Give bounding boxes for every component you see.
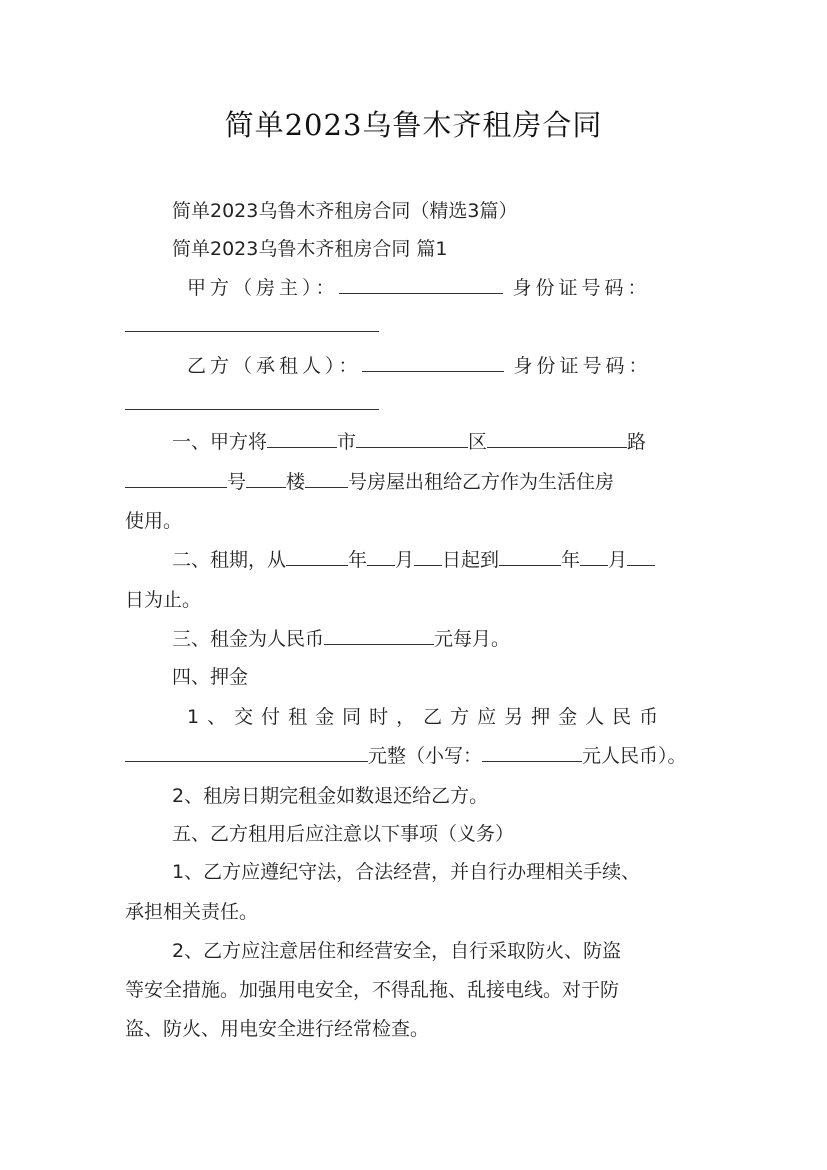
rent-amount-blank[interactable] (324, 627, 434, 645)
clause-1-line-1 (172, 430, 646, 454)
clause-4-item-2: 2、租房日期完租金如数退还给乙方。 (172, 785, 489, 807)
clause-5-item-2-line-1: 2、乙方应注意居住和经营安全，自行采取防火、防盗 (172, 940, 622, 962)
deposit-lowercase-blank[interactable] (482, 744, 582, 762)
clause-1-prefix: 一、甲方将 (172, 431, 268, 453)
start-year-label: 年 (348, 549, 368, 571)
party-b-id-label: 身份证号码： (513, 355, 652, 377)
start-day-blank[interactable] (414, 548, 442, 566)
clause-4-item-1: 1、交付租金同时，乙方应另押金人民币 (187, 706, 667, 728)
start-year-blank[interactable] (286, 548, 348, 566)
road-blank[interactable] (487, 430, 627, 448)
party-a-name-blank[interactable] (339, 276, 503, 294)
clause-1-rest: 号房屋出租给乙方作为生活住房 (348, 471, 615, 493)
document-title: 简单2023乌鲁木齐租房合同 (224, 108, 603, 142)
clause-2-line-1 (172, 548, 655, 572)
deposit-tail: 元人民币）。 (582, 745, 687, 767)
clause-5-heading: 五、乙方租用后应注意以下事项（义务） (172, 823, 515, 845)
party-a-id-line (125, 314, 379, 338)
district-label: 区 (468, 431, 488, 453)
number-label: 号 (227, 471, 247, 493)
road-label: 路 (627, 431, 647, 453)
room-blank[interactable] (305, 470, 348, 488)
party-a-id-blank[interactable] (125, 314, 379, 332)
end-month-label: 月 (608, 549, 628, 571)
number-blank[interactable] (125, 470, 227, 488)
party-a-label: 甲方（房主）： (187, 277, 339, 299)
clause-5-item-1-line-1: 1、乙方应遵纪守法，合法经营，并自行办理相关手续、 (172, 861, 641, 883)
end-year-label: 年 (561, 549, 581, 571)
party-b-id-blank[interactable] (125, 392, 379, 410)
intro-line-2: 简单2023乌鲁木齐租房合同 篇1 (172, 238, 448, 260)
clause-3-line (172, 627, 510, 651)
clause-4-heading: 四、押金 (172, 666, 249, 688)
deposit-amount-blank[interactable] (125, 744, 368, 762)
deposit-lowercase-label: 元整（小写： (368, 745, 483, 767)
party-b-name-blank[interactable] (362, 354, 504, 372)
intro-line-1: 简单2023乌鲁木齐租房合同（精选3篇） (172, 200, 518, 222)
clause-1-line-3: 使用。 (125, 510, 183, 532)
end-month-blank[interactable] (580, 548, 608, 566)
city-blank[interactable] (267, 430, 337, 448)
party-b-line (187, 354, 652, 378)
city-label: 市 (337, 431, 357, 453)
clause-5-item-1-line-2: 承担相关责任。 (125, 901, 259, 923)
clause-5-item-2-line-3: 盗、防火、用电安全进行经常检查。 (125, 1018, 430, 1040)
clause-2-prefix: 二、租期，从 (172, 549, 287, 571)
clause-3-prefix: 三、租金为人民币 (172, 628, 325, 650)
start-month-label: 月 (395, 549, 415, 571)
building-label: 楼 (286, 471, 306, 493)
start-month-blank[interactable] (367, 548, 395, 566)
party-a-id-label: 身份证号码： (512, 277, 651, 299)
clause-1-line-2 (125, 470, 614, 494)
building-blank[interactable] (246, 470, 286, 488)
clause-4-item-1-line-2 (125, 744, 687, 768)
end-year-blank[interactable] (499, 548, 561, 566)
end-day-blank[interactable] (627, 548, 655, 566)
district-blank[interactable] (356, 430, 468, 448)
clause-5-item-2-line-2: 等安全措施。加强用电安全，不得乱拖、乱接电线。对于防 (125, 979, 620, 1001)
clause-3-suffix: 元每月。 (434, 628, 511, 650)
party-b-id-line (125, 392, 379, 416)
party-a-line (187, 276, 651, 300)
start-day-label: 日起到 (442, 549, 500, 571)
clause-2-line-2: 日为止。 (125, 589, 202, 611)
party-b-label: 乙方（承租人）： (187, 355, 362, 377)
